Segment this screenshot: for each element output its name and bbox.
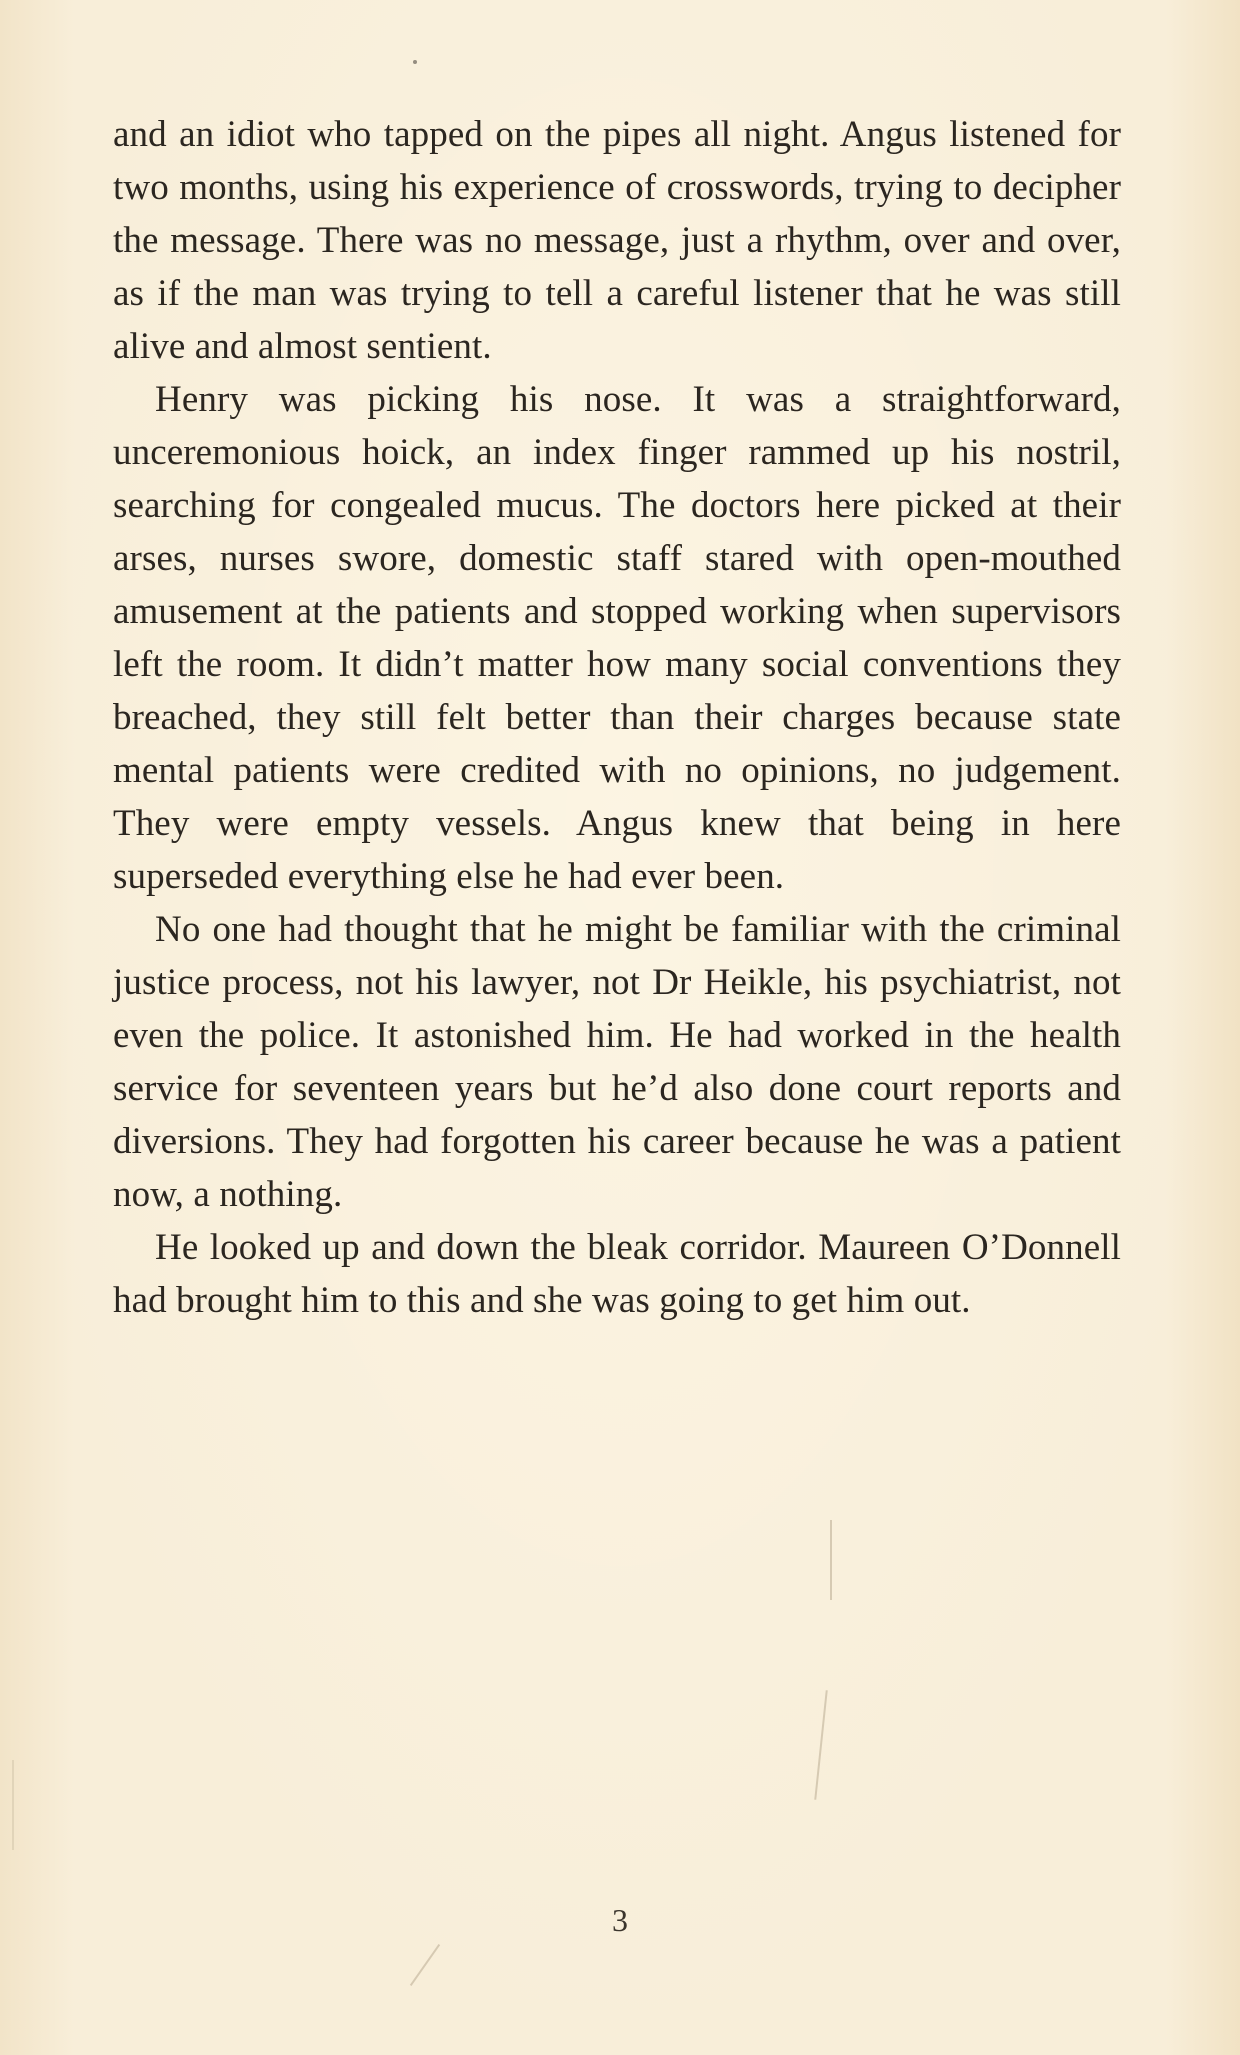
paragraph: He looked up and down the bleak corridor. Maureen O’Donnell had brought him to this and she was going to get him out. bbox=[113, 1227, 1121, 1321]
paper-crease bbox=[830, 1520, 832, 1600]
paragraph: No one had thought that he might be familiar with the criminal justice process, not his lawyer, not Dr Heikle, his psychiatrist, not even the police. It astonished him. He had worked in the health service for seventeen years but he’d also done court reports and diversions. They had forgotten his career because he was a patient now, a nothing. bbox=[113, 909, 1121, 1215]
body-text bbox=[113, 108, 1121, 1327]
paper-crease bbox=[814, 1690, 827, 1800]
paper-crease bbox=[410, 1944, 440, 1986]
page-number: 3 bbox=[612, 1902, 628, 1938]
paper-crease bbox=[12, 1760, 14, 1850]
paragraph: Henry was picking his nose. It was a straightforward, unceremonious hoick, an index finger rammed up his nostril, searching for congealed mucus. The doctors here picked at their arses, nurses swore, domestic staff stared with open-mouthed amusement at the patients and stopped working when supervisors left the room. It didn’t matter how many social conventions they breached, they still felt better than their charges because state mental patients were credited with no opinions, no judgement. They were empty vessels. Angus knew that being in here superseded everything else he had ever been. bbox=[113, 379, 1121, 897]
ink-speck bbox=[413, 60, 417, 64]
paragraph: and an idiot who tapped on the pipes all night. Angus listened for two months, using his experience of crosswords, trying to decipher the message. There was no message, just a rhythm, over and over, as if the man was trying to tell a careful listener that he was still alive and almost sentient. bbox=[113, 114, 1121, 367]
